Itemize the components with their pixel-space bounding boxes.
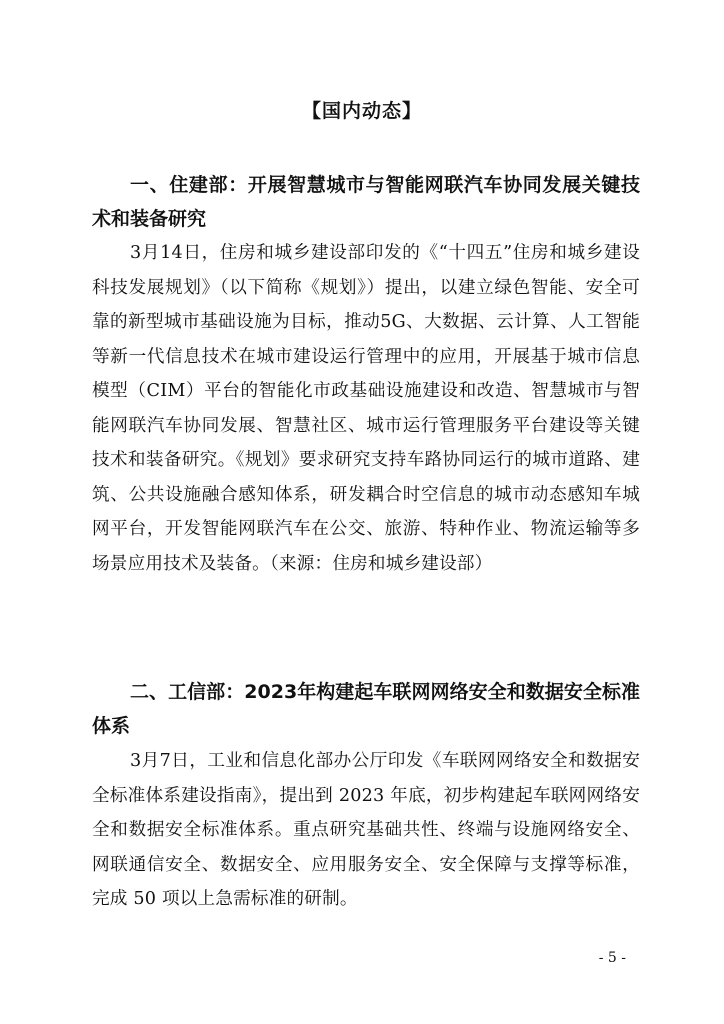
article-body: 3月14日，住房和城乡建设部印发的《“十四五”住房和城乡建设科技发展规划》（以下简称《规划》）提出，以建立绿色智能、安全可靠的新型城市基础设施为目标，推动5G、大数据、云计算、人工智能等新一代信息技术在城市建设运行管理中的应用，开展基于城市信息模型（CIM）平台的智能化市政基础设施建设和改造、智慧城市与智能网联汽车协同发展、智慧社区、城市运行管理服务平台建设等关键技术和装备研究。《规划》要求研究支持车路协同运行的城市道路、建筑、公共设施融合感知体系，研发耦合时空信息的城市动态感知车城网平台，开发智能网联汽车在公交、旅游、特种作业、物流运输等多场景应用技术及装备。（来源：住房和城乡建设部） bbox=[92, 243, 640, 574]
article-heading: 一、住建部：开展智慧城市与智能网联汽车协同发展关键技术和装备研究 bbox=[92, 174, 640, 230]
article-body: 3月7日，工业和信息化部办公厅印发《车联网网络安全和数据安全标准体系建设指南》，提出到 2023 年底，初步构建起车联网网络安全和数据安全标准体系。重点研究基础共性、终端与设施网络安全、网联通信安全、数据安全、应用服务安全、安全保障与支撑等标准，完成 50 项以上急需标准的研制。 bbox=[92, 751, 640, 909]
page-number: - 5 - bbox=[598, 950, 626, 966]
article-heading: 二、工信部：2023年构建起车联网网络安全和数据安全标准体系 bbox=[92, 681, 640, 737]
section-title: 【国内动态】 bbox=[301, 100, 422, 122]
